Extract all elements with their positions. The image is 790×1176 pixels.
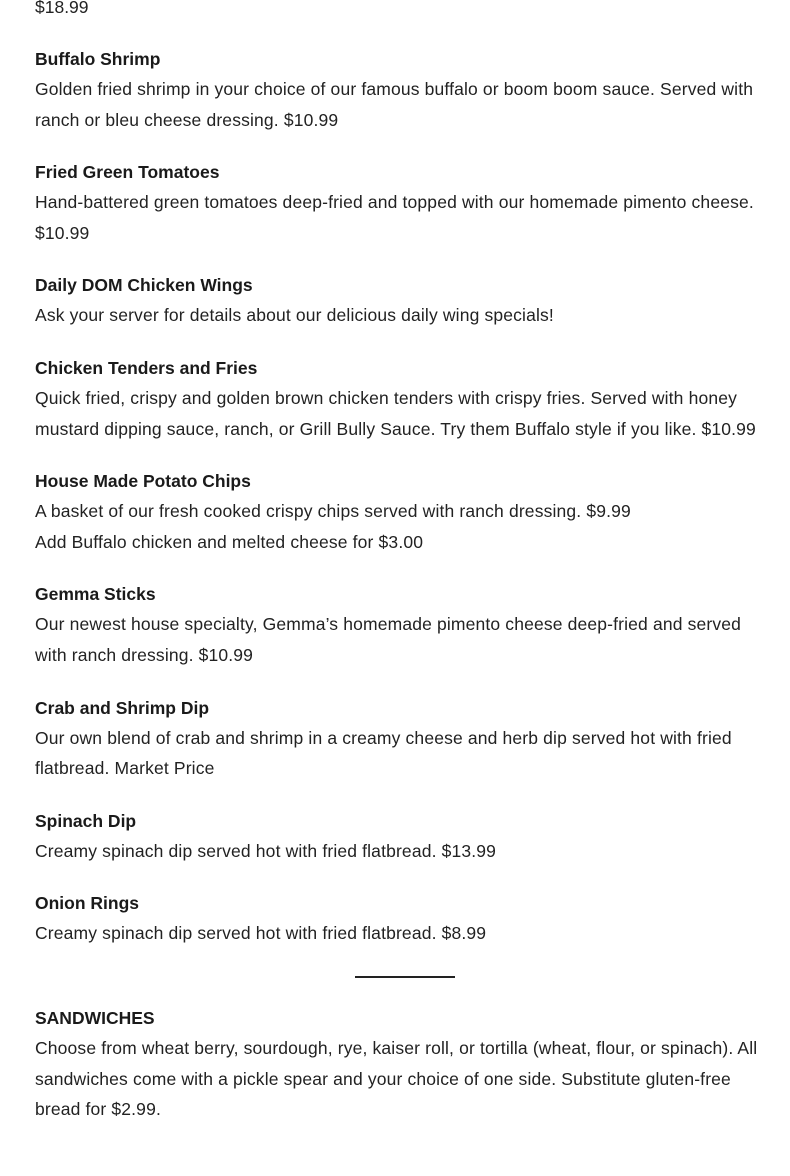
menu-item-description: Hand-battered green tomatoes deep-fried and topped with our homemade pimento cheese. $10.99 <box>35 192 754 243</box>
menu-item-title: Gemma Sticks <box>35 584 156 605</box>
menu-item <box>35 582 775 670</box>
menu-item-description: A basket of our fresh cooked crispy chips served with ranch dressing. $9.99 <box>35 501 631 522</box>
menu-item <box>35 891 775 949</box>
menu-item-title: Daily DOM Chicken Wings <box>35 275 253 296</box>
menu-item-description: Our newest house specialty, Gemma’s homemade pimento cheese deep-fried and served with ranch dressing. $10.99 <box>35 614 742 665</box>
sandwiches-section <box>35 1006 775 1125</box>
section-title: SANDWICHES <box>35 1007 155 1028</box>
menu-item-title: Fried Green Tomatoes <box>35 162 220 183</box>
menu-item-description: Creamy spinach dip served hot with fried flatbread. $8.99 <box>35 923 487 944</box>
menu-item <box>35 469 775 557</box>
menu-item <box>35 273 775 331</box>
menu-item-title: Crab and Shrimp Dip <box>35 697 210 718</box>
section-divider <box>355 976 455 978</box>
menu-item <box>35 160 775 248</box>
menu-item-description: Golden fried shrimp in your choice of our famous buffalo or boom boom sauce. Served with ranch or bleu cheese dressing. $10.99 <box>35 79 754 130</box>
previous-item-price: $18.99 <box>35 0 89 17</box>
menu-item-title: Onion Rings <box>35 893 140 914</box>
menu-item-title: Spinach Dip <box>35 810 137 831</box>
menu-item <box>35 356 775 444</box>
menu-item-description: Ask your server for details about our delicious daily wing specials! <box>35 305 554 326</box>
menu-item-title: Buffalo Shrimp <box>35 49 161 69</box>
menu-item-title: House Made Potato Chips <box>35 471 251 492</box>
menu-item-addon: Add Buffalo chicken and melted cheese for $3.00 <box>35 531 424 552</box>
menu-item <box>35 47 775 135</box>
menu-item <box>35 809 775 867</box>
menu-page <box>35 0 775 1125</box>
menu-item-description: Our own blend of crab and shrimp in a creamy cheese and herb dip served hot with fried flatbread. Market Price <box>35 727 732 779</box>
menu-item-description: Creamy spinach dip served hot with fried flatbread. $13.99 <box>35 840 497 861</box>
menu-item <box>35 696 775 784</box>
menu-item-title: Chicken Tenders and Fries <box>35 357 258 378</box>
menu-item-description: Quick fried, crispy and golden brown chicken tenders with crispy fries. Served with honey mustard dipping sauce, ranch, or Grill Bully Sauce. Try them Buffalo style if you like. $10.99 <box>35 387 756 439</box>
section-description: Choose from wheat berry, sourdough, rye, kaiser roll, or tortilla (wheat, flour, or spinach). All sandwiches come with a pickle spear and your choice of one side. Substitute gluten-free bread for $2.99. <box>35 1037 758 1120</box>
